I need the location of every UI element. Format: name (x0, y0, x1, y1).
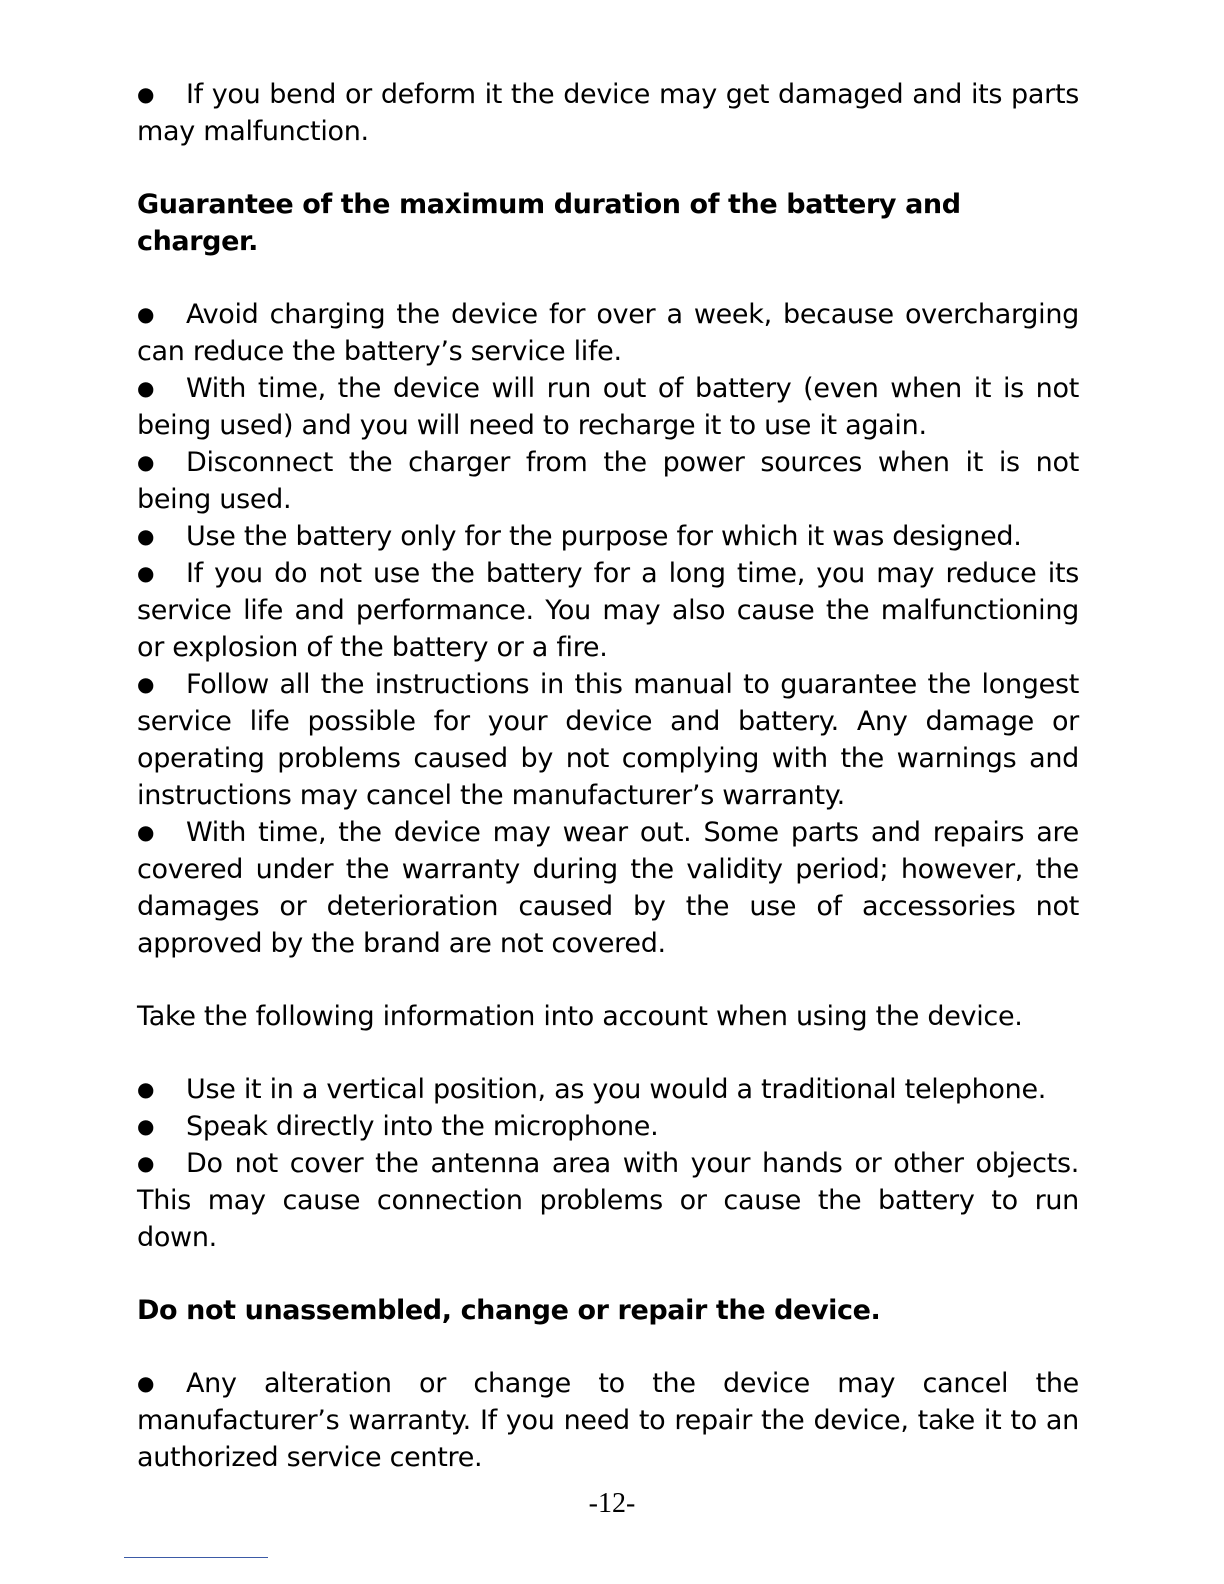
bullet-dot-icon: ● (137, 1371, 155, 1395)
list-item-text: Do not cover the antenna area with your hands or other objects. This may cause connection problems or cause the battery to run down. (137, 1148, 1079, 1253)
list-item (137, 814, 1079, 962)
list-item-text: Follow all the instructions in this manual to guarantee the longest service life possible for your device and battery. Any damage or operating problems caused by not complying with the warnings and instructions may cancel the manufacturer’s warranty. (137, 669, 1079, 811)
bullet-dot-icon: ● (137, 1077, 155, 1101)
list-item (137, 518, 1079, 555)
list-item (137, 666, 1079, 814)
bullet-dot-icon: ● (137, 82, 155, 106)
bullet-dot-icon: ● (137, 450, 155, 474)
list-item-text: Avoid charging the device for over a week, because overcharging can reduce the battery’s service life. (137, 299, 1079, 367)
list-item-text: Disconnect the charger from the power sources when it is not being used. (137, 447, 1079, 515)
bullet-dot-icon: ● (137, 376, 155, 400)
list-item-text: Use the battery only for the purpose for which it was designed. (186, 521, 1022, 552)
manual-page (137, 76, 1079, 1476)
list-item-text: With time, the device will run out of battery (even when it is not being used) and you will need to recharge it to use it again. (137, 373, 1079, 441)
footnote-divider (124, 1557, 268, 1558)
bullet-dot-icon: ● (137, 561, 155, 585)
list-item (137, 76, 1079, 150)
list-item (137, 296, 1079, 370)
list-item (137, 444, 1079, 518)
list-item-text: With time, the device may wear out. Some parts and repairs are covered under the warranty during the validity period; however, the damages or deterioration caused by the use of accessories not approved by the brand are not covered. (137, 817, 1079, 959)
list-item-text: If you bend or deform it the device may get damaged and its parts may malfunction. (137, 79, 1079, 147)
list-item-text: Use it in a vertical position, as you would a traditional telephone. (186, 1074, 1047, 1105)
list-item (137, 370, 1079, 444)
bullet-dot-icon: ● (137, 672, 155, 696)
usage-intro-paragraph: Take the following information into account when using the device. (137, 1001, 1023, 1032)
list-item (137, 1108, 1079, 1145)
bullet-dot-icon: ● (137, 1151, 155, 1175)
bullet-dot-icon: ● (137, 524, 155, 548)
list-item-text: Any alteration or change to the device may cancel the manufacturer’s warranty. If you need to repair the device, take it to an authorized service centre. (137, 1368, 1079, 1473)
bullet-dot-icon: ● (137, 820, 155, 844)
list-item (137, 1071, 1079, 1108)
section-heading-repair: Do not unassembled, change or repair the device. (137, 1295, 881, 1326)
list-item (137, 1365, 1079, 1476)
section-heading-battery: Guarantee of the maximum duration of the battery and charger. (137, 189, 961, 257)
page-number: -12- (588, 1488, 636, 1519)
list-item-text: Speak directly into the microphone. (186, 1111, 659, 1142)
list-item-text: If you do not use the battery for a long time, you may reduce its service life and performance. You may also cause the malfunctioning or explosion of the battery or a fire. (137, 558, 1079, 663)
bullet-dot-icon: ● (137, 1114, 155, 1138)
bullet-dot-icon: ● (137, 302, 155, 326)
list-item (137, 1145, 1079, 1256)
list-item (137, 555, 1079, 666)
